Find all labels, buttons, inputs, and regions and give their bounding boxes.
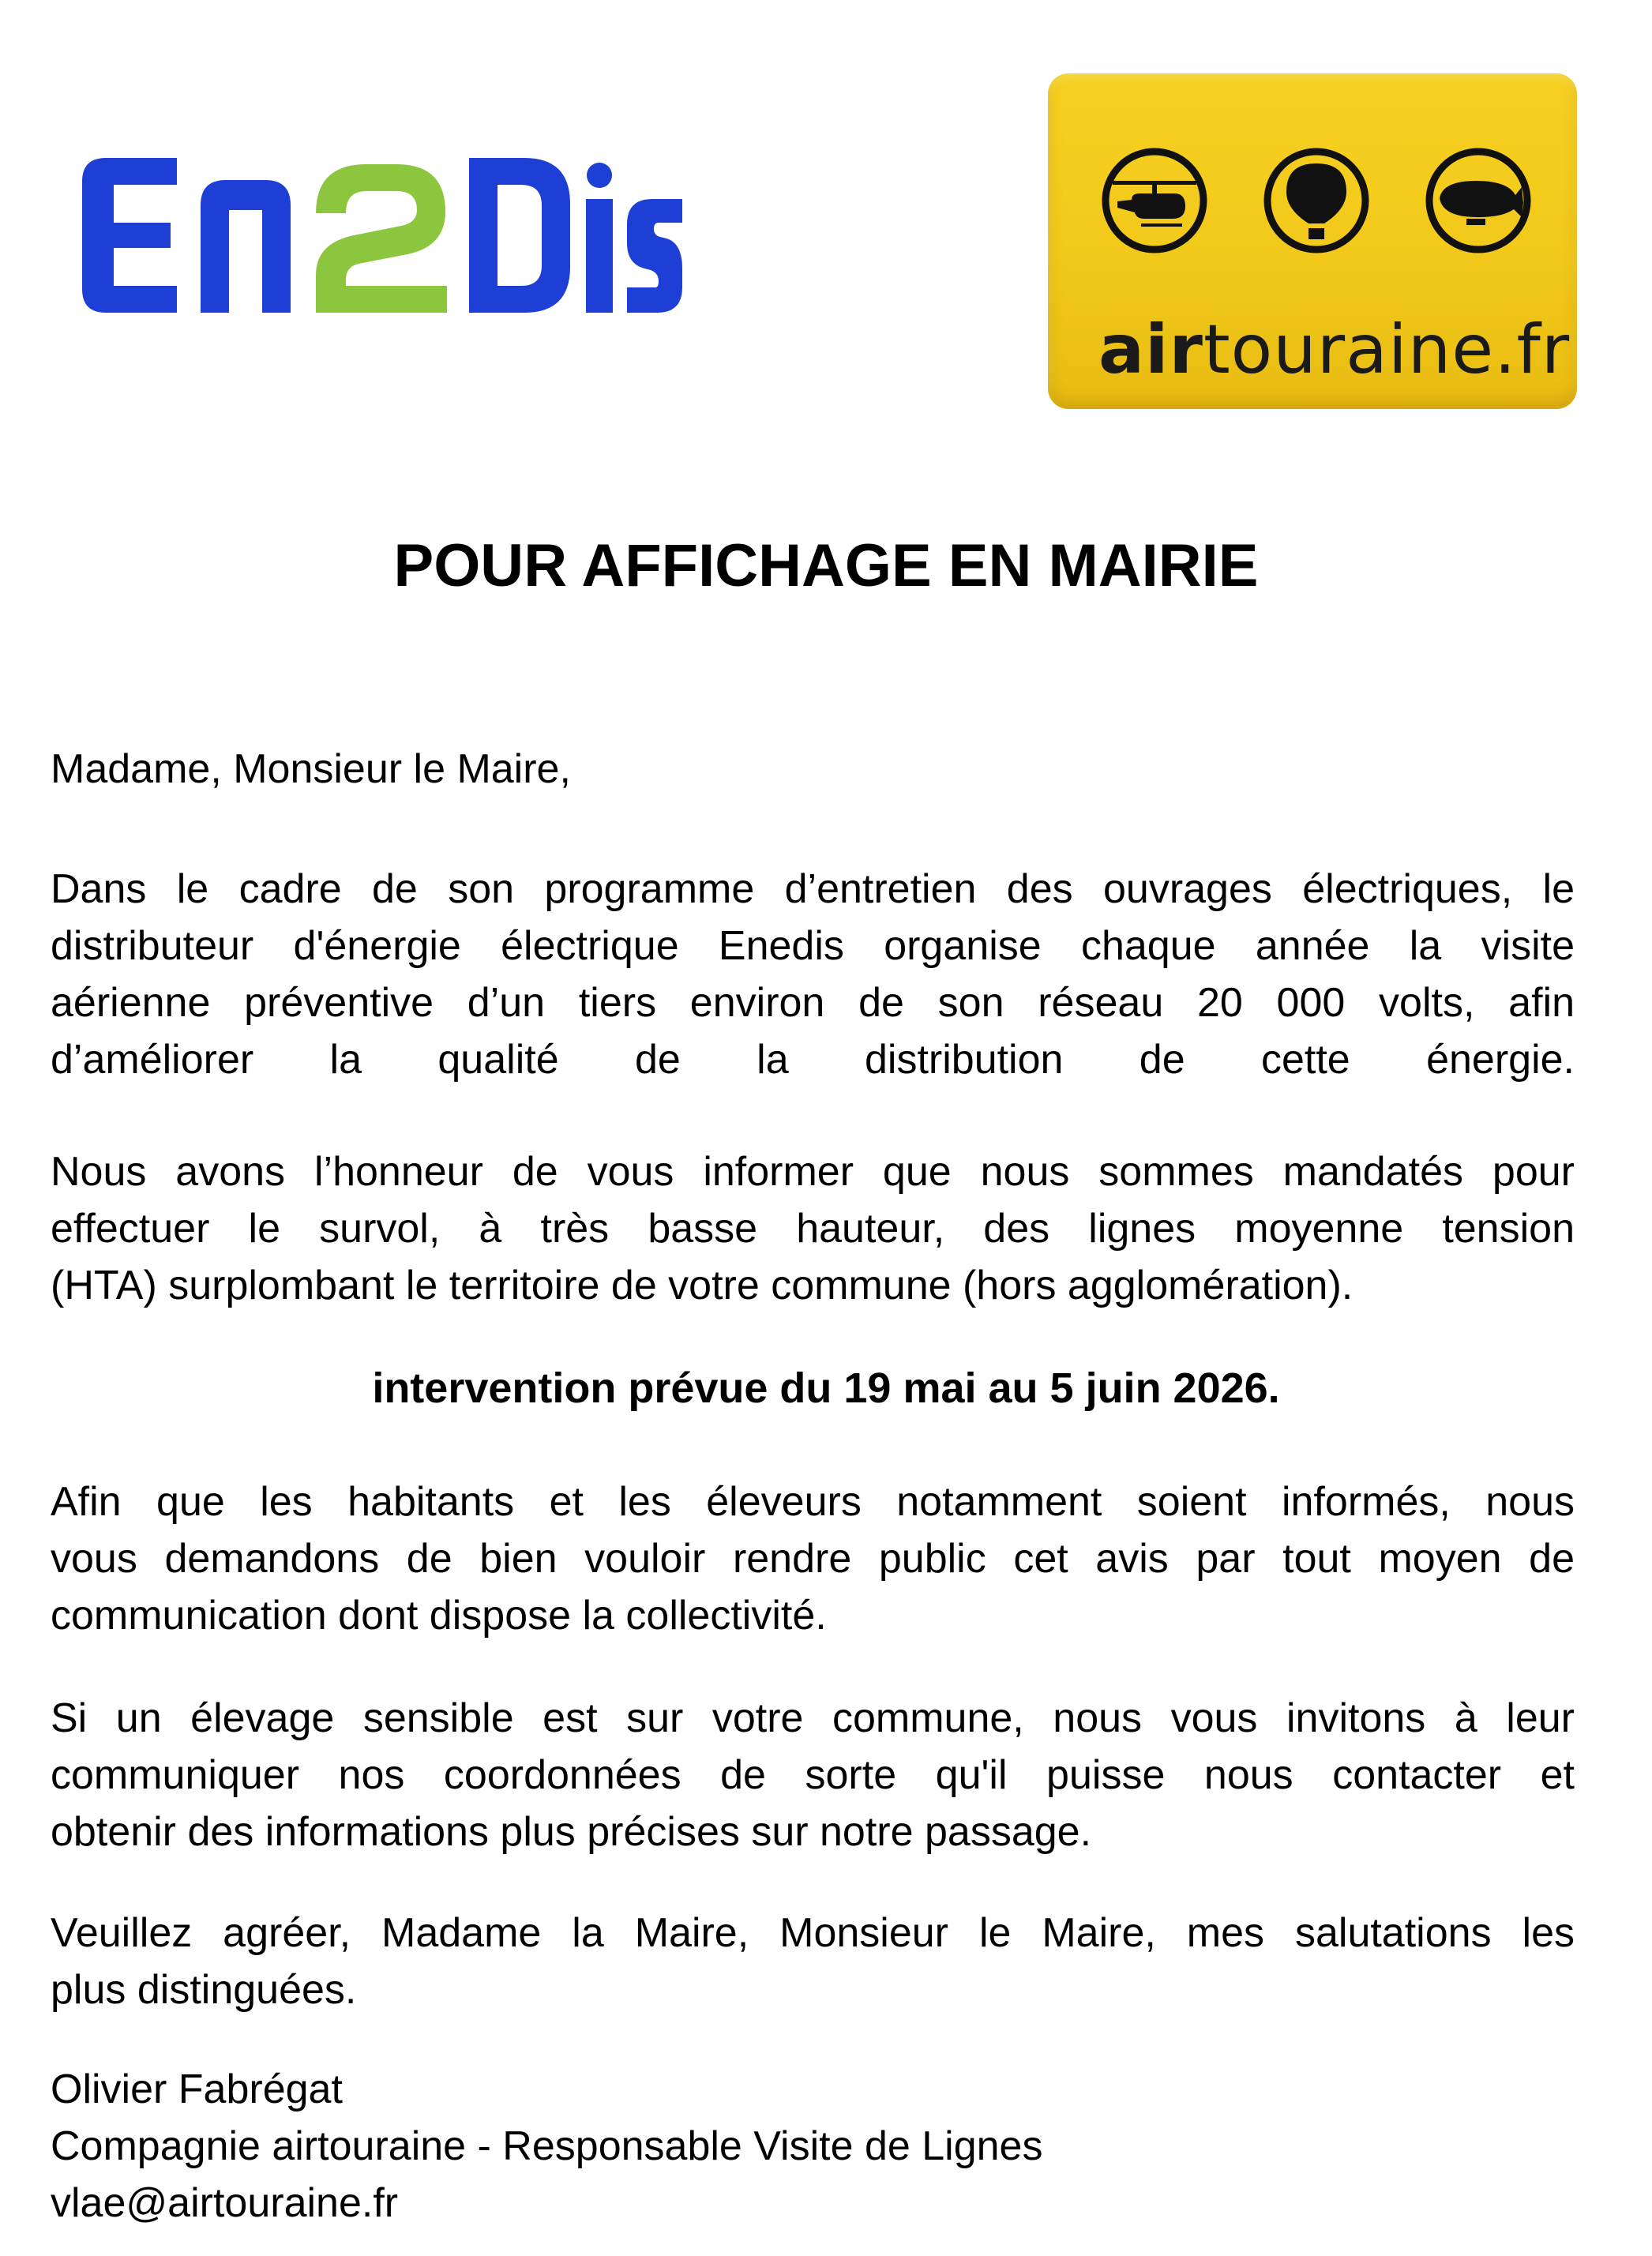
airship-icon — [1429, 152, 1527, 250]
paragraph-line: Si un élevage sensible est sur votre commune, nous vous invitons à leur — [51, 1695, 1575, 1741]
signature-name: Olivier Fabrégat — [51, 2066, 343, 2112]
paragraph-livestock — [51, 1690, 1575, 1860]
paragraph-line: plus distinguées. — [51, 1967, 357, 2013]
paragraph-line: communication dont dispose la collectivité. — [51, 1593, 827, 1639]
paragraph-line: obtenir des informations plus précises sur notre passage. — [51, 1809, 1092, 1855]
paragraph-line: vous demandons de bien vouloir rendre public cet avis par tout moyen de — [51, 1536, 1575, 1582]
paragraph-line: Nous avons l’honneur de vous informer que nous sommes mandatés pour — [51, 1149, 1575, 1195]
paragraph-line: d’améliorer la qualité de la distribution de cette énergie. — [51, 1037, 1575, 1083]
paragraph-information — [51, 1143, 1575, 1314]
hot-air-balloon-icon — [1267, 152, 1365, 250]
paragraph-request — [51, 1473, 1575, 1644]
airtouraine-wordmark: airtouraine.fr — [1098, 310, 1571, 389]
paragraph-line: aérienne préventive d’un tiers environ de son réseau 20 000 volts, afin — [51, 980, 1575, 1026]
page-title: POUR AFFICHAGE EN MAIRIE — [393, 532, 1259, 599]
salutation: Madame, Monsieur le Maire, — [51, 746, 571, 792]
paragraph-line: distributeur d'énergie électrique Enedis organise chaque année la visite — [51, 923, 1575, 969]
paragraph-line: effectuer le survol, à très basse hauteur, des lignes moyenne tension — [51, 1206, 1575, 1252]
signature-role: Compagnie airtouraine - Responsable Visite de Lignes — [51, 2123, 1043, 2169]
helicopter-icon — [1106, 152, 1203, 250]
airtouraine-logo-icons — [1095, 141, 1537, 260]
airtouraine-logo — [1048, 73, 1577, 409]
paragraph-line: Dans le cadre de son programme d’entretien des ouvrages électriques, le — [51, 866, 1575, 912]
enedis-logo — [82, 158, 682, 316]
paragraph-line: (HTA) surplombant le territoire de votre commune (hors agglomération). — [51, 1263, 1354, 1308]
intervention-date: intervention prévue du 19 mai au 5 juin 2026. — [372, 1364, 1280, 1412]
paragraph-program — [51, 861, 1575, 1088]
signature-email[interactable]: vlae@airtouraine.fr — [51, 2180, 399, 2226]
paragraph-line: communiquer nos coordonnées de sorte qu'il puisse nous contacter et — [51, 1752, 1575, 1798]
paragraph-line: Veuillez agréer, Madame la Maire, Monsieur le Maire, mes salutations les — [51, 1910, 1575, 1956]
paragraph-closing — [51, 1905, 1575, 2018]
signature-block — [51, 2061, 1575, 2232]
paragraph-line: Afin que les habitants et les éleveurs notamment soient informés, nous — [51, 1479, 1575, 1525]
